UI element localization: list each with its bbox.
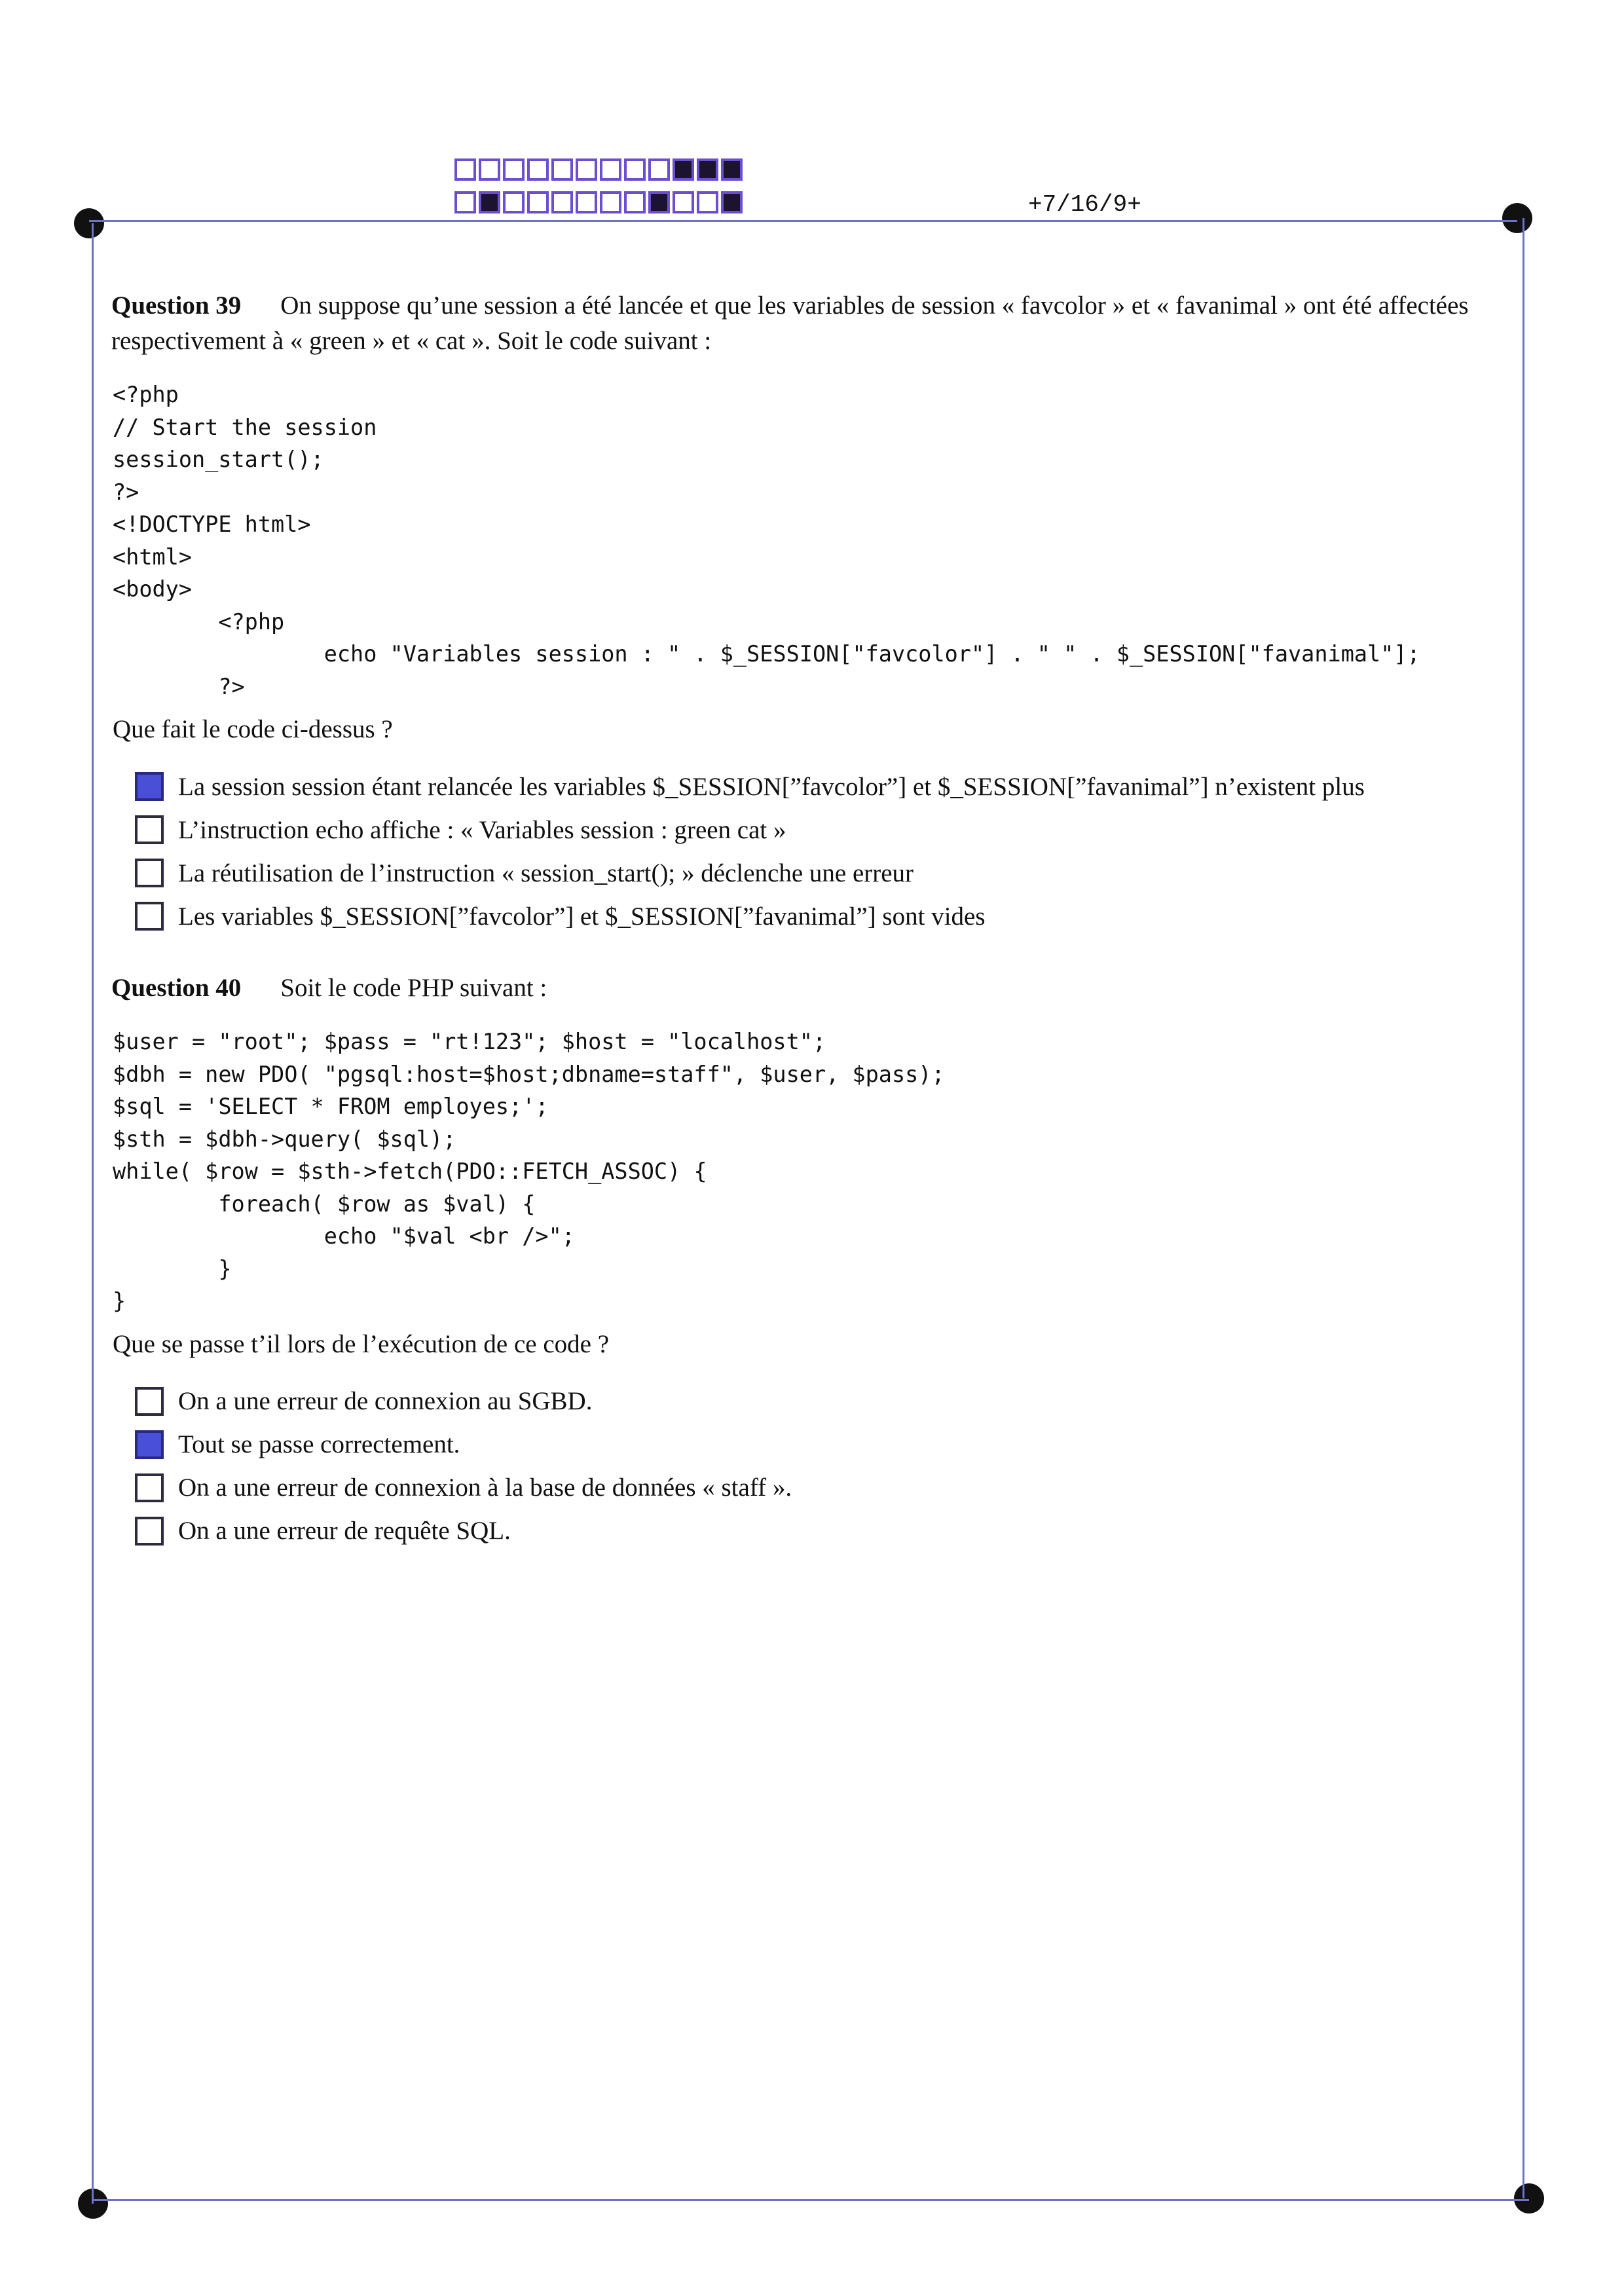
- answer-checkbox[interactable]: [135, 859, 164, 887]
- id-grid-cell: [721, 191, 743, 213]
- id-grid-cell: [454, 191, 476, 213]
- answer-options: [135, 1380, 1519, 1553]
- id-grid-cell: [551, 191, 573, 213]
- answer-label: On a une erreur de requête SQL.: [178, 1517, 511, 1545]
- exam-content: [111, 288, 1519, 1553]
- id-grid-row-1: [454, 158, 743, 181]
- answer-option[interactable]: [135, 1509, 1519, 1553]
- answer-checkbox[interactable]: [135, 772, 164, 801]
- id-grid-cell: [600, 191, 621, 213]
- id-grid-cell: [527, 158, 549, 181]
- answer-label: On a une erreur de connexion à la base de données « staff ».: [178, 1473, 792, 1502]
- question-prompt: Que se passe t’il lors de l’exécution de ce code ?: [113, 1329, 610, 1358]
- answer-option[interactable]: [135, 808, 1519, 851]
- question-text: On suppose qu’une session a été lancée et que les variables de session « favcolor » et « favanimal » ont été affectées respectivement à « green » et « cat ». Soit le code suivant :: [111, 291, 1469, 355]
- id-grid-cell: [454, 158, 476, 181]
- corner-mark-bottom-right: [1514, 2183, 1544, 2213]
- id-grid-cell: [624, 158, 646, 181]
- id-grid-row-2: [454, 191, 743, 213]
- answer-option[interactable]: [135, 851, 1519, 895]
- id-grid-cell: [673, 191, 694, 213]
- id-grid-cell: [721, 158, 743, 181]
- answer-checkbox[interactable]: [135, 1473, 164, 1502]
- answer-option[interactable]: [135, 1380, 1519, 1423]
- id-grid-cell: [576, 191, 597, 213]
- answer-label: On a une erreur de connexion au SGBD.: [178, 1387, 593, 1415]
- id-grid-cell: [479, 158, 500, 181]
- id-grid-cell: [527, 191, 549, 213]
- answer-checkbox[interactable]: [135, 1387, 164, 1416]
- question-39: [111, 288, 1519, 938]
- id-grid-cell: [648, 191, 670, 213]
- answer-options: [135, 765, 1519, 938]
- id-grid-cell: [503, 158, 525, 181]
- id-grid-cell: [600, 158, 621, 181]
- frame-left-line: [92, 223, 94, 2204]
- answer-label: Tout se passe correctement.: [178, 1430, 460, 1458]
- answer-label: La réutilisation de l’instruction « session_start(); » déclenche une erreur: [178, 859, 914, 887]
- answer-option[interactable]: [135, 1466, 1519, 1509]
- id-grid-cell: [673, 158, 694, 181]
- question-label: Question 39: [111, 291, 242, 320]
- page-identifier: +7/16/9+: [1028, 191, 1141, 218]
- answer-checkbox[interactable]: [135, 1517, 164, 1546]
- corner-mark-top-right: [1502, 203, 1532, 233]
- answer-label: La session session étant relancée les variables $_SESSION[”favcolor”] et $_SESSION[”favanimal”] n’existent plus: [178, 772, 1365, 801]
- id-grid-cell: [479, 191, 500, 213]
- question-40: [111, 971, 1519, 1553]
- frame-right-line: [1522, 218, 1524, 2198]
- id-grid-cell: [624, 191, 646, 213]
- question-prompt: Que fait le code ci-dessus ?: [113, 715, 393, 743]
- id-grid-cell: [697, 191, 718, 213]
- answer-option[interactable]: [135, 765, 1519, 808]
- id-grid-cell: [503, 191, 525, 213]
- answer-checkbox[interactable]: [135, 902, 164, 931]
- answer-label: Les variables $_SESSION[”favcolor”] et $_SESSION[”favanimal”] sont vides: [178, 902, 986, 931]
- answer-option[interactable]: [135, 1423, 1519, 1466]
- frame-bottom-line: [93, 2199, 1529, 2201]
- frame-top-line: [89, 220, 1517, 222]
- id-grid-cell: [551, 158, 573, 181]
- answer-option[interactable]: [135, 895, 1519, 938]
- id-grid-cell: [697, 158, 718, 181]
- code-block: <?php // Start the session session_start(); ?> <!DOCTYPE html> <html> <body> <?php echo "Variables session : " . $_SESSION["favcolor"] . " " . $_SESSION["favanimal"]; ?>: [113, 382, 1420, 699]
- question-text: Soit le code PHP suivant :: [280, 974, 547, 1002]
- answer-label: L’instruction echo affiche : « Variables session : green cat »: [178, 815, 786, 844]
- answer-checkbox[interactable]: [135, 815, 164, 844]
- question-label: Question 40: [111, 974, 242, 1002]
- corner-mark-top-left: [74, 208, 104, 238]
- id-grid-cell: [648, 158, 670, 181]
- id-grid-cell: [576, 158, 597, 181]
- answer-checkbox[interactable]: [135, 1430, 164, 1459]
- code-block: $user = "root"; $pass = "rt!123"; $host = "localhost"; $dbh = new PDO( "pgsql:host=$host;dbname=staff", $user, $pass); $sql = 'SELECT * FROM employes;'; $sth = $dbh->query( $sql); while( $row = $sth->fetch(PDO::FETCH_ASSOC) { foreach( $row as $val) { echo "$val <br />"; } }: [113, 1029, 945, 1314]
